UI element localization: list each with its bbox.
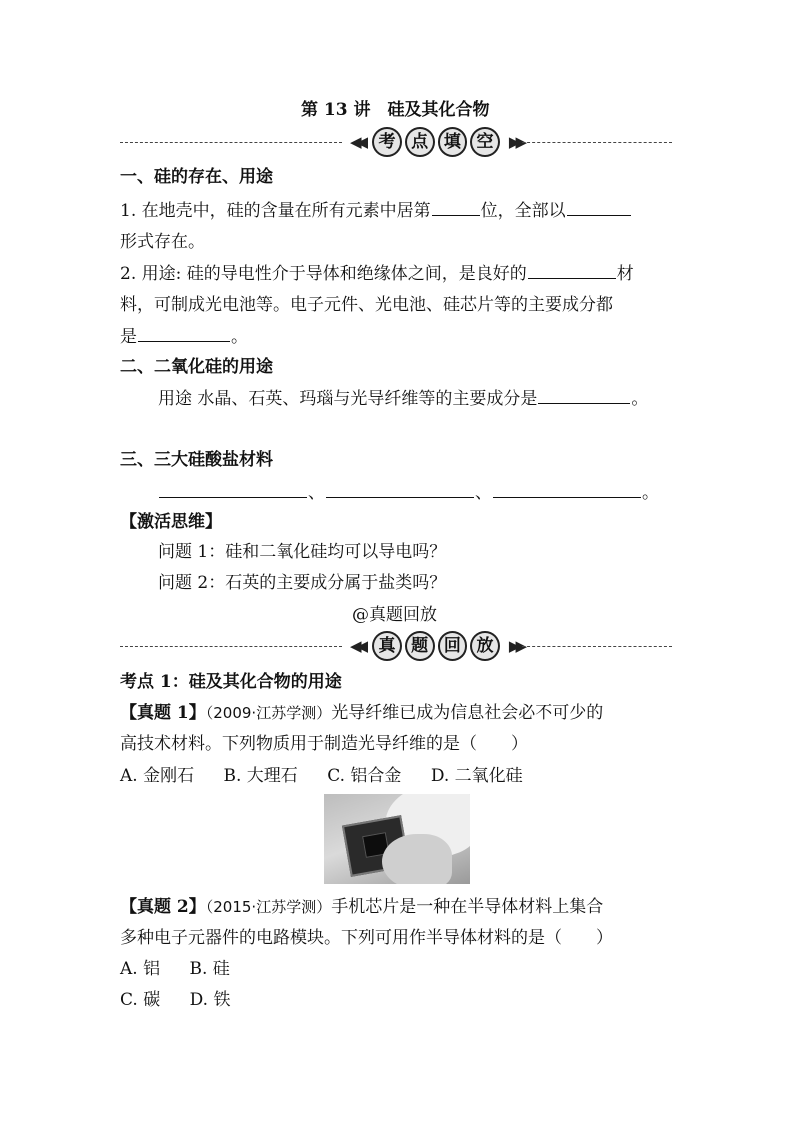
text: 位，全部以 [480,201,566,221]
banner-char: 题 [405,631,435,661]
question-source: （2009·江苏学测） [205,704,332,722]
option-b[interactable]: B. 大理石 [223,766,298,786]
section1-paragraph1-line1 [120,199,632,222]
separator: 、 [308,483,325,503]
chevron-right-icon: ▶▶ [508,133,522,151]
option-b[interactable]: B. 硅 [189,959,230,979]
banner-char: 真 [372,631,402,661]
fill-blank[interactable] [567,199,631,216]
option-d[interactable]: D. 铁 [189,990,231,1010]
option-c[interactable]: C. 碳 [120,990,161,1010]
fill-blank[interactable] [432,199,480,216]
question-1-options [120,765,523,787]
text: 2. 用途: 硅的导电性介于导体和绝缘体之间，是良好的 [120,264,527,284]
page-title: 第 13 讲 硅及其化合物 [301,100,490,120]
fill-blank[interactable] [493,481,641,498]
thumb-shape [382,834,452,884]
banner-char: 点 [405,127,435,157]
banner-char: 考 [372,127,402,157]
question-2-line1 [120,896,603,918]
zhenti-label: @真题回放 [352,605,437,625]
text: 。 [642,483,659,503]
chevron-right-icon: ▶▶ [508,637,522,655]
activate-heading: 【激活思维】 [120,512,222,532]
section1-paragraph2-line1 [120,262,634,285]
fill-blank[interactable] [138,325,230,342]
chevron-left-icon: ◀◀ [350,637,364,655]
kaodian-heading: 考点 1：硅及其化合物的用途 [120,672,342,692]
section3-heading: 三、三大硅酸盐材料 [120,450,273,470]
question-source: （2015·江苏学测） [205,898,332,916]
question-1-line2: 高技术材料。下列物质用于制造光导纤维的是（ ） [120,734,528,754]
question-2-options-row1 [120,958,230,980]
banner-badge [350,127,522,157]
question-tag: 【真题 2】 [120,897,206,917]
option-d[interactable]: D. 二氧化硅 [430,766,523,786]
activate-question-1: 问题 1：硅和二氧化硅均可以导电吗？ [158,542,447,562]
section2-heading: 二、二氧化硅的用途 [120,357,273,377]
option-a[interactable]: A. 金刚石 [120,766,195,786]
question-1-line1 [120,702,603,724]
activate-question-2: 问题 2：石英的主要成分属于盐类吗？ [158,573,447,593]
question-text: 光导纤维已成为信息社会必不可少的 [331,703,604,723]
dashed-rule-right [522,646,672,647]
section1-paragraph1-line2: 形式存在。 [120,232,205,252]
section3-blanks [158,481,659,504]
question-2-line2: 多种电子元器件的电路模块。下列可用作半导体材料的是（ ） [120,928,613,948]
section1-paragraph2-line2: 料，可制成光电池等。电子元件、光电池、硅芯片等的主要成分都 [120,295,613,315]
option-c[interactable]: C. 铝合金 [327,766,402,786]
question-2-options-row2 [120,989,230,1011]
text: 是 [120,327,137,347]
fill-blank[interactable] [528,262,616,279]
banner-badge [350,631,522,661]
text: 1. 在地壳中，硅的含量在所有元素中居第 [120,201,431,221]
chip-photo [324,794,470,884]
question-text: 手机芯片是一种在半导体材料上集合 [331,897,604,917]
text: 材 [616,264,634,284]
banner-char: 填 [438,127,468,157]
dashed-rule-right [522,142,672,143]
section-banner-kaodian [120,125,672,159]
chevron-left-icon: ◀◀ [350,133,364,151]
fill-blank[interactable] [326,481,474,498]
banner-char: 放 [470,631,500,661]
text: 用途 水晶、石英、玛瑙与光导纤维等的主要成分是 [158,389,538,409]
fill-blank[interactable] [159,481,307,498]
separator: 、 [475,483,492,503]
section2-paragraph [158,387,648,410]
section1-heading: 一、硅的存在、用途 [120,167,273,187]
text: 。 [231,327,248,347]
section1-paragraph2-line3 [120,325,248,348]
dashed-rule-left [120,142,342,143]
banner-char: 空 [470,127,500,157]
dashed-rule-left [120,646,342,647]
banner-char: 回 [438,631,468,661]
fill-blank[interactable] [538,387,630,404]
question-tag: 【真题 1】 [120,703,206,723]
section-banner-zhenti [120,629,672,663]
option-a[interactable]: A. 铝 [120,959,161,979]
text: 。 [631,389,649,409]
